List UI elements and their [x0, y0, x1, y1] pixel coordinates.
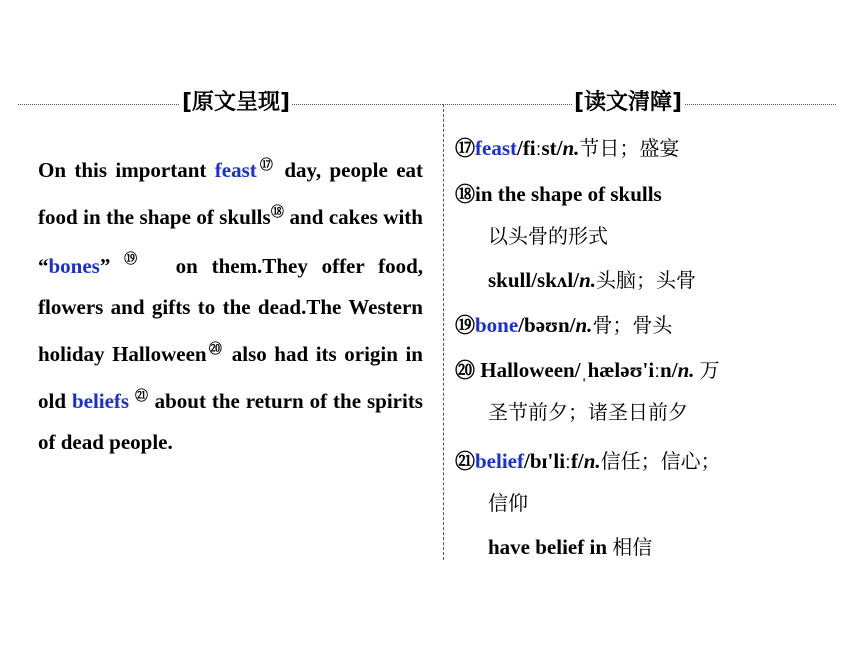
- note-shape-of-skulls-meaning: [488, 216, 608, 256]
- note-pos: n.: [562, 136, 580, 160]
- note-marker: ⑱: [455, 184, 475, 206]
- note-have-belief-in: [488, 527, 652, 567]
- note-pronunciation: /skʌl/: [531, 268, 580, 292]
- note-phrase: have belief in: [488, 535, 607, 559]
- note-pos: n.: [583, 449, 601, 473]
- passage-segment: on them.They offer food, flowers and gifts to the dead.The Western holiday Halloween: [38, 254, 424, 366]
- note-word: feast: [475, 136, 517, 160]
- note-meaning: 相信: [612, 535, 653, 559]
- passage-segment: also had its origin in old: [38, 342, 423, 413]
- passage-segment: On this important: [38, 158, 215, 182]
- note-marker-19: ⑲: [124, 251, 146, 266]
- note-marker: ㉑: [455, 451, 475, 473]
- note-pos: n.: [579, 268, 596, 292]
- note-pronunciation: /bɪ'liːf/: [523, 449, 584, 473]
- note-halloween-meaning: [488, 392, 688, 432]
- column-divider: [443, 104, 444, 560]
- note-meaning: 圣节前夕；诸圣日前夕: [488, 400, 688, 424]
- note-word: bone: [475, 313, 519, 337]
- note-shape-of-skulls: [455, 174, 662, 215]
- note-marker-18: ⑱: [270, 204, 285, 219]
- note-marker-17: ⑰: [256, 157, 276, 172]
- passage-segment: about the return of the spirits of dead people.: [38, 389, 423, 454]
- note-meaning: 节日；盛宴: [579, 136, 680, 160]
- note-pos: n.: [575, 313, 593, 337]
- note-belief-meaning: [488, 483, 528, 523]
- passage-text: [38, 144, 423, 463]
- note-word: skull: [488, 268, 532, 292]
- keyword-feast: feast: [214, 158, 257, 182]
- passage-segment: ”: [99, 254, 111, 278]
- note-marker: ⑲: [455, 315, 475, 337]
- note-bone: [455, 305, 672, 346]
- note-pos: n.: [677, 358, 695, 382]
- note-meaning: 骨；骨头: [592, 313, 673, 337]
- note-halloween: [455, 350, 720, 391]
- keyword-beliefs: beliefs: [71, 389, 130, 413]
- note-meaning: 头脑；头骨: [596, 268, 696, 292]
- passage-segment: and cakes with “: [38, 205, 423, 278]
- note-word: Halloween: [480, 358, 575, 382]
- note-belief: [455, 441, 721, 482]
- note-marker: ⑳: [455, 360, 475, 382]
- note-word: belief: [475, 449, 524, 473]
- note-meaning: 以头骨的形式: [488, 224, 608, 248]
- note-pronunciation: /ˌhæləʊ'iːn/: [574, 358, 678, 382]
- note-feast: [455, 128, 679, 169]
- note-pronunciation: /fiːst/: [516, 136, 563, 160]
- note-marker-21: ㉑: [135, 388, 149, 403]
- right-section-header: [读文清障]: [572, 88, 684, 118]
- note-meaning: 信任；信心；: [600, 449, 721, 473]
- note-marker: ⑰: [455, 138, 475, 160]
- note-meaning: 信仰: [488, 491, 528, 515]
- left-section-header: [原文呈现]: [180, 88, 292, 118]
- passage-segment: day, people eat food in the shape of skulls: [38, 158, 424, 229]
- note-phrase: in the shape of skulls: [475, 182, 662, 206]
- note-meaning: 万: [699, 358, 720, 382]
- note-pronunciation: /bəʊn/: [518, 313, 576, 337]
- keyword-bones: bones: [48, 254, 100, 278]
- note-skull: [488, 260, 696, 300]
- note-marker-20: ⑳: [206, 341, 225, 356]
